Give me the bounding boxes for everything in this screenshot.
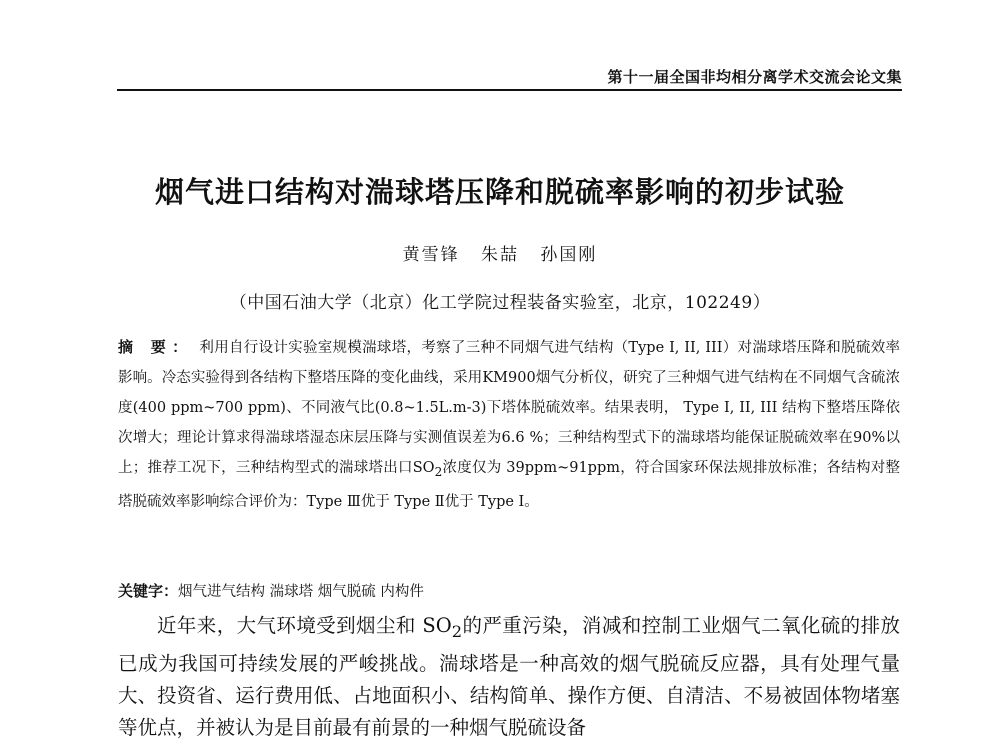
body-text-part2: 的严重污染，消减和控制工业烟气二氧化硫的排放已成为我国可持续发展的严峻挑战。湍球塔是一种高效的烟气脱硫反应器，具有处理气量大、投资省、运行费用低、占地面积小、结构简单、操作方便、自清洁、不易被固体物堵塞等优点，并被认为是目前最有前景的一种烟气脱硫设备 <box>118 614 900 739</box>
running-head: 第十一届全国非均相分离学术交流会论文集 <box>607 68 902 86</box>
keywords-label: 关键字： <box>118 582 179 600</box>
header-rule <box>117 89 902 91</box>
paper-authors: 黄雪锋 朱喆 孙国刚 <box>402 245 598 265</box>
paper-title: 烟气进口结构对湍球塔压降和脱硫率影响的初步试验 <box>154 175 845 209</box>
abstract <box>118 332 900 517</box>
paper-affiliation: （中国石油大学（北京）化工学院过程装备实验室，北京，102249） <box>229 293 771 313</box>
abstract-label: 摘 要： <box>118 338 194 356</box>
body-text-part1: 近年来，大气环境受到烟尘和 SO <box>157 614 452 637</box>
abstract-so2 <box>412 460 443 479</box>
abstract-text: 利用自行设计实验室规模湍球塔，考察了三种不同烟气进气结构（Type I, II, III）对湍球塔压降和脱硫效率影响。冷态实验得到各结构下整塔压降的变化曲线，采用KM900烟气分析仪，研究了三种烟气进气结构在不同烟气含硫浓度(400 ppm~700 ppm)、不同液气比(0.8~1.5L.m-3)下塔体脱硫效率。结果表明， Type I, II, III 结构下整塔压降依次增大；理论计算求得湍球塔湿态床层压降与实测值误差为6.6 %；三种结构型式下的湍球塔均能保证脱硫效率在90%以上；推荐工况下，三种结构型式的湍球塔出口 <box>118 340 900 476</box>
abstract-so2-symbol: SO <box>412 460 435 476</box>
abstract-so2-subscript: 2 <box>434 464 443 479</box>
abstract-text-after: 浓度仅为 39ppm~91ppm，符合国家环保法规排放标准；各结构对整塔脱硫效率影响综合评价为：Type Ⅲ优于 Type Ⅱ优于 Type Ⅰ。 <box>118 460 900 510</box>
keywords-text: 烟气进气结构 湍球塔 烟气脱硫 内构件 <box>178 584 424 600</box>
body-paragraph <box>118 610 900 744</box>
keywords <box>118 578 900 605</box>
body-so2-subscript: 2 <box>451 621 463 641</box>
